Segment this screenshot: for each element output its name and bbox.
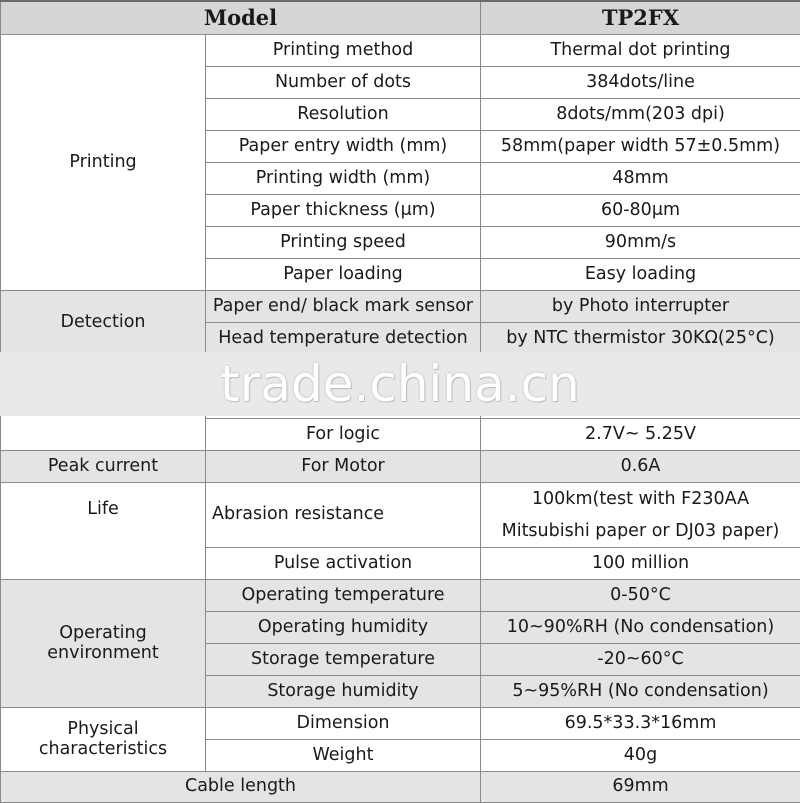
header-row xyxy=(1,1,800,34)
watermark-text: trade.china.cn xyxy=(0,356,800,412)
header-model-name: TP2FX xyxy=(481,1,800,34)
spec-label: Storage humidity xyxy=(206,675,481,707)
header-model: Model xyxy=(1,1,481,34)
spec-label-cable: Cable length xyxy=(1,771,481,802)
spec-value: 100 million xyxy=(481,547,800,579)
spec-value: 69mm xyxy=(481,771,800,802)
spec-value-line: Mitsubishi paper or DJ03 paper) xyxy=(485,515,796,547)
spec-value: 8dots/mm(203 dpi) xyxy=(481,98,800,130)
category-environment: Operating environment xyxy=(1,579,206,707)
spec-label: Weight xyxy=(206,739,481,771)
spec-label: Printing speed xyxy=(206,226,481,258)
category-physical: Physical characteristics xyxy=(1,707,206,771)
spec-value: 384dots/line xyxy=(481,66,800,98)
spec-label: Paper thickness (μm) xyxy=(206,194,481,226)
spec-value: 5~95%RH (No condensation) xyxy=(481,675,800,707)
table-row xyxy=(1,34,800,66)
table-row xyxy=(1,771,800,802)
spec-label: Printing width (mm) xyxy=(206,162,481,194)
spec-value: 69.5*33.3*16mm xyxy=(481,707,800,739)
spec-label: For Motor xyxy=(206,450,481,482)
spec-label: Operating humidity xyxy=(206,611,481,643)
spec-value: 58mm(paper width 57±0.5mm) xyxy=(481,130,800,162)
spec-value: 90mm/s xyxy=(481,226,800,258)
spec-value: 0-50°C xyxy=(481,579,800,611)
spec-label: Paper entry width (mm) xyxy=(206,130,481,162)
spec-value: Thermal dot printing xyxy=(481,34,800,66)
spec-label: Resolution xyxy=(206,98,481,130)
spec-value: by NTC thermistor 30KΩ(25°C) xyxy=(481,322,800,354)
table-row xyxy=(1,290,800,322)
category-detection: Detection xyxy=(1,290,206,354)
spec-label: Operating temperature xyxy=(206,579,481,611)
spec-value: 10~90%RH (No condensation) xyxy=(481,611,800,643)
spec-label: Paper end/ black mark sensor xyxy=(206,290,481,322)
spec-label: Paper loading xyxy=(206,258,481,290)
spec-label: Printing method xyxy=(206,34,481,66)
spec-value: 2.7V~ 5.25V xyxy=(481,418,800,450)
spec-label: Pulse activation xyxy=(206,547,481,579)
spec-value: 60-80μm xyxy=(481,194,800,226)
category-life: Life xyxy=(1,482,206,579)
table-row xyxy=(1,579,800,611)
category-peak-current: Peak current xyxy=(1,450,206,482)
spec-label: Number of dots xyxy=(206,66,481,98)
spec-value: by Photo interrupter xyxy=(481,290,800,322)
spec-value: -20~60°C xyxy=(481,643,800,675)
spec-label: Head temperature detection xyxy=(206,322,481,354)
spec-label: Storage temperature xyxy=(206,643,481,675)
spec-value-line: 100km(test with F230AA xyxy=(485,483,796,515)
spec-value: 48mm xyxy=(481,162,800,194)
table-row xyxy=(1,482,800,547)
spec-value: 0.6A xyxy=(481,450,800,482)
spec-value: Easy loading xyxy=(481,258,800,290)
spec-value-abrasion xyxy=(481,482,800,547)
spec-label: For logic xyxy=(206,418,481,450)
table-row xyxy=(1,450,800,482)
spec-value: 40g xyxy=(481,739,800,771)
spec-label: Dimension xyxy=(206,707,481,739)
category-printing: Printing xyxy=(1,34,206,290)
spec-label: Abrasion resistance xyxy=(206,482,481,547)
table-row xyxy=(1,707,800,739)
